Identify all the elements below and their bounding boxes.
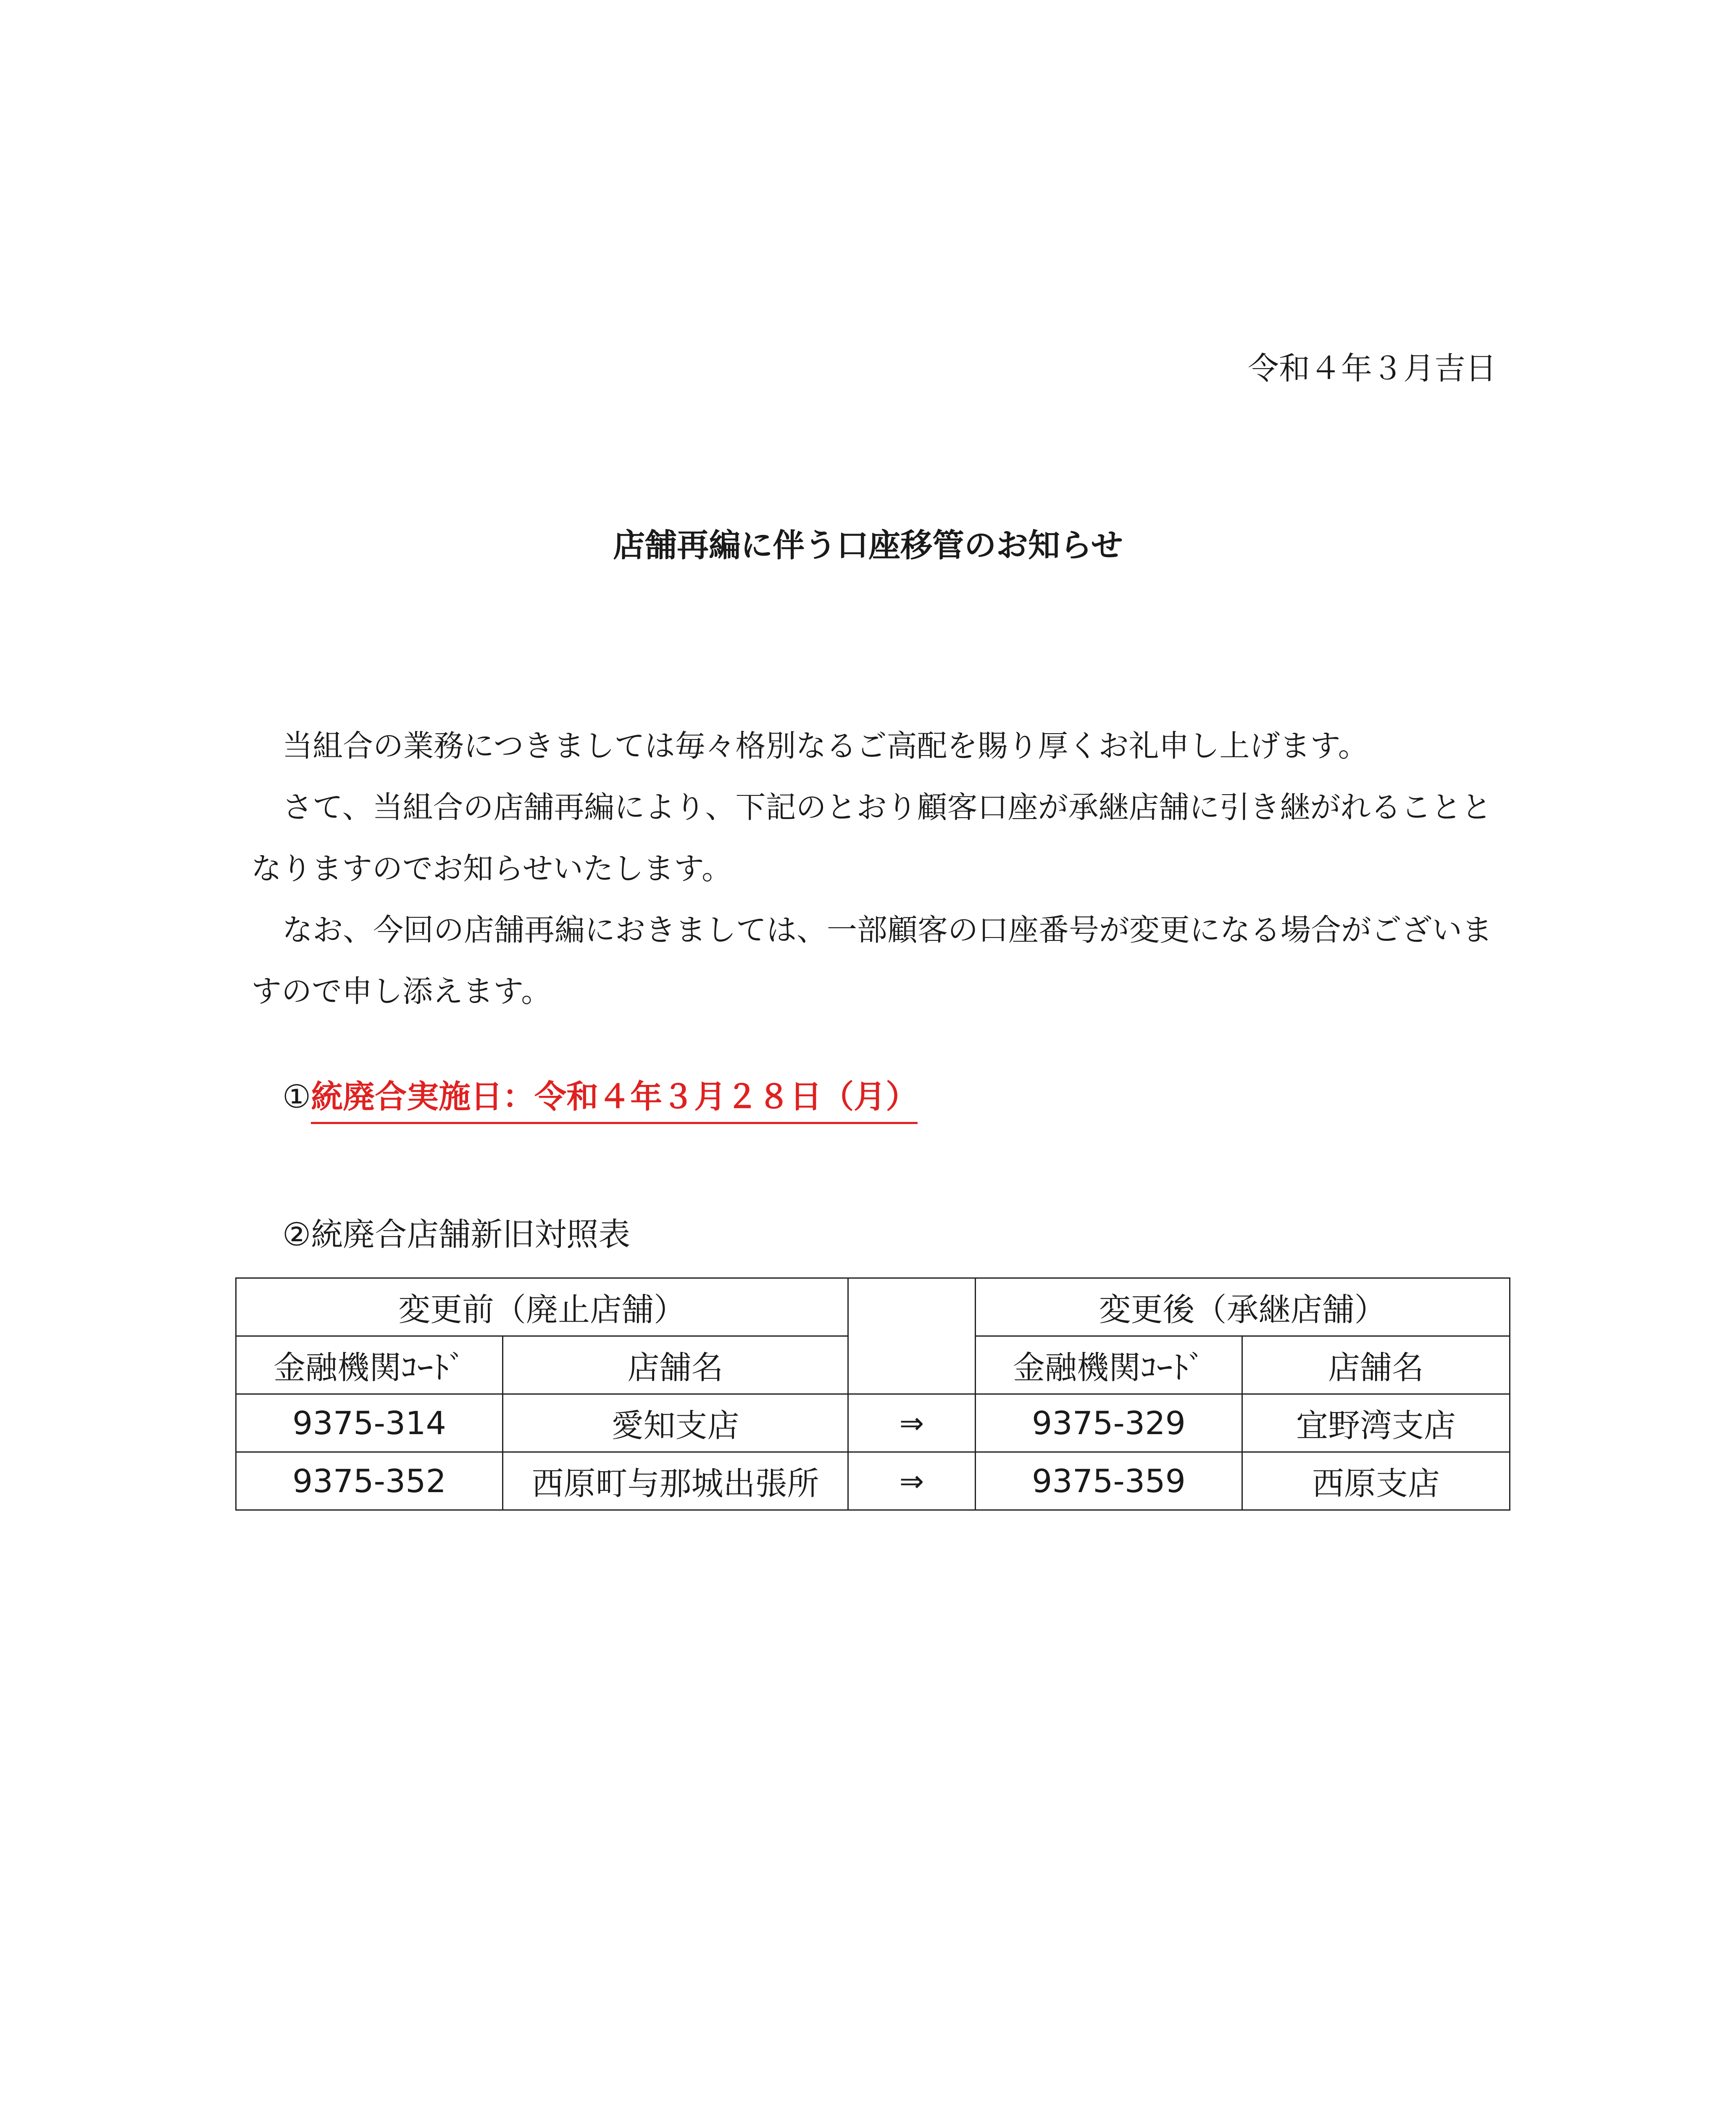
item1-marker: ① <box>282 1078 311 1115</box>
item2-marker: ② <box>282 1216 311 1253</box>
comparison-table-heading <box>282 1216 631 1253</box>
account-number-note-paragraph: なお、今回の店舗再編におきましては、一部顧客の口座番号が変更になる場合がございますので申し添えます。 <box>251 912 1493 1009</box>
branch-comparison-table <box>235 1277 1510 1511</box>
table-group-header-row <box>236 1278 1510 1336</box>
consolidation-date-text: 統廃合実施日：令和４年３月２８日（月） <box>311 1081 918 1124</box>
notice-date: 令和４年３月吉日 <box>1248 350 1497 387</box>
old-name-cell: 愛知支店 <box>503 1394 848 1452</box>
before-header: 変更前（廃止店舗） <box>236 1278 848 1336</box>
table-row <box>236 1452 1510 1510</box>
transfer-arrow: ⇒ <box>848 1452 976 1510</box>
table-row <box>236 1394 1510 1452</box>
after-header: 変更後（承継店舗） <box>976 1278 1510 1336</box>
before-name-header: 店舗名 <box>503 1336 848 1394</box>
before-code-header: 金融機関ｺｰﾄﾞ <box>236 1336 503 1394</box>
new-code-cell: 9375-329 <box>976 1394 1242 1452</box>
greeting-paragraph: 当組合の業務につきましては毎々格別なるご高配を賜り厚くお礼申し上げます。 <box>282 728 1368 764</box>
consolidation-date-item <box>282 1078 918 1124</box>
arrow-column-header <box>848 1278 976 1394</box>
new-name-cell: 西原支店 <box>1242 1452 1510 1510</box>
notice-title: 店舗再編に伴う口座移管のお知らせ <box>613 527 1123 564</box>
after-code-header: 金融機関ｺｰﾄﾞ <box>976 1336 1242 1394</box>
old-code-cell: 9375-352 <box>236 1452 503 1510</box>
new-name-cell: 宜野湾支店 <box>1242 1394 1510 1452</box>
notice-body <box>251 715 1495 1022</box>
announcement-paragraph: さて、当組合の店舗再編により、下記のとおり顧客口座が承継店舗に引き継がれることとなりますのでお知らせいたします。 <box>251 790 1492 886</box>
new-code-cell: 9375-359 <box>976 1452 1242 1510</box>
old-code-cell: 9375-314 <box>236 1394 503 1452</box>
item2-text: 統廃合店舗新旧対照表 <box>311 1216 631 1253</box>
old-name-cell: 西原町与那城出張所 <box>503 1452 848 1510</box>
after-name-header: 店舗名 <box>1242 1336 1510 1394</box>
transfer-arrow: ⇒ <box>848 1394 976 1452</box>
